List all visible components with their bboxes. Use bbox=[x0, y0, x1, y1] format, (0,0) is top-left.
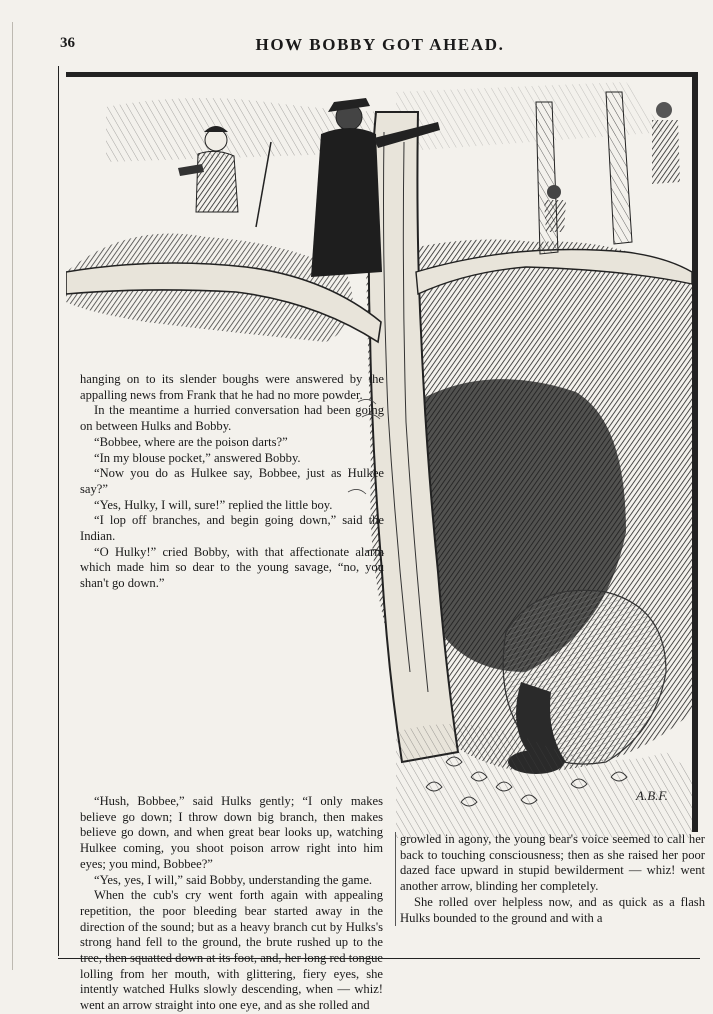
lower-right-column bbox=[395, 832, 705, 926]
paragraph: She rolled over helpless now, and as quick as a flash Hulks bounded to the ground and with a bbox=[400, 894, 705, 925]
paragraph: “O Hulky!” cried Bobby, with that affectionate alarm which made him so dear to the young savage, “no, you shan't go down.” bbox=[80, 544, 384, 591]
paragraph: When the cub's cry went forth again with appealing repetition, the poor bleeding bear started away in the direction of the sound; but as a heavy branch cut by Hulks's strong hand fell to the ground, the brute rushed up to the tree, then squatted down at its foot, and, her long red tongue lolling from her mouth, with glittering, fiery eyes, she intently watched Hulks slowly descending, when — whiz! went an arrow straight into one eye, and as she rolled and bbox=[80, 888, 383, 1013]
lower-left-column bbox=[80, 794, 383, 1014]
running-title: HOW BOBBY GOT AHEAD. bbox=[255, 35, 505, 54]
paragraph: In the meantime a hurried conversation had been going on between Hulks and Bobby. bbox=[80, 403, 384, 434]
page-number: 36 bbox=[60, 35, 75, 51]
paragraph: “Bobbee, where are the poison darts?” bbox=[94, 434, 288, 449]
engraving-top-border bbox=[66, 72, 698, 77]
page-header bbox=[60, 30, 700, 64]
paragraph: “Yes, yes, I will,” said Bobby, understanding the game. bbox=[94, 872, 373, 887]
engraving-right-border bbox=[692, 72, 698, 832]
paragraph: growled in agony, the young bear's voice seemed to call her back to touching consciousness; then as she raised her poor dazed face upward in stupid bewilderment — whiz! went another arrow, blinding her completely. bbox=[400, 832, 705, 894]
bottom-rule bbox=[58, 958, 700, 959]
upper-text-column bbox=[80, 372, 384, 592]
paragraph: “I lop off branches, and begin going down,” said the Indian. bbox=[80, 513, 384, 544]
paragraph: hanging on to its slender boughs were answered by the appalling news from Frank that he had no more powder. bbox=[80, 372, 384, 402]
paragraph: “Yes, Hulky, I will, sure!” replied the little boy. bbox=[94, 497, 333, 512]
paragraph: “Hush, Bobbee,” said Hulks gently; “I only makes believe go down; I throw down big branch, then makes believe go down, and when great bear looks up, watching Hulkee coming, you shoot poison arrow right into him eyes; you mind, Bobbee?” bbox=[80, 794, 383, 871]
paragraph: “Now you do as Hulkee say, Bobbee, just as Hulkee say?” bbox=[80, 466, 384, 496]
paragraph: “In my blouse pocket,” answered Bobby. bbox=[94, 450, 301, 465]
engraver-signature: A.B.F. bbox=[636, 788, 668, 803]
